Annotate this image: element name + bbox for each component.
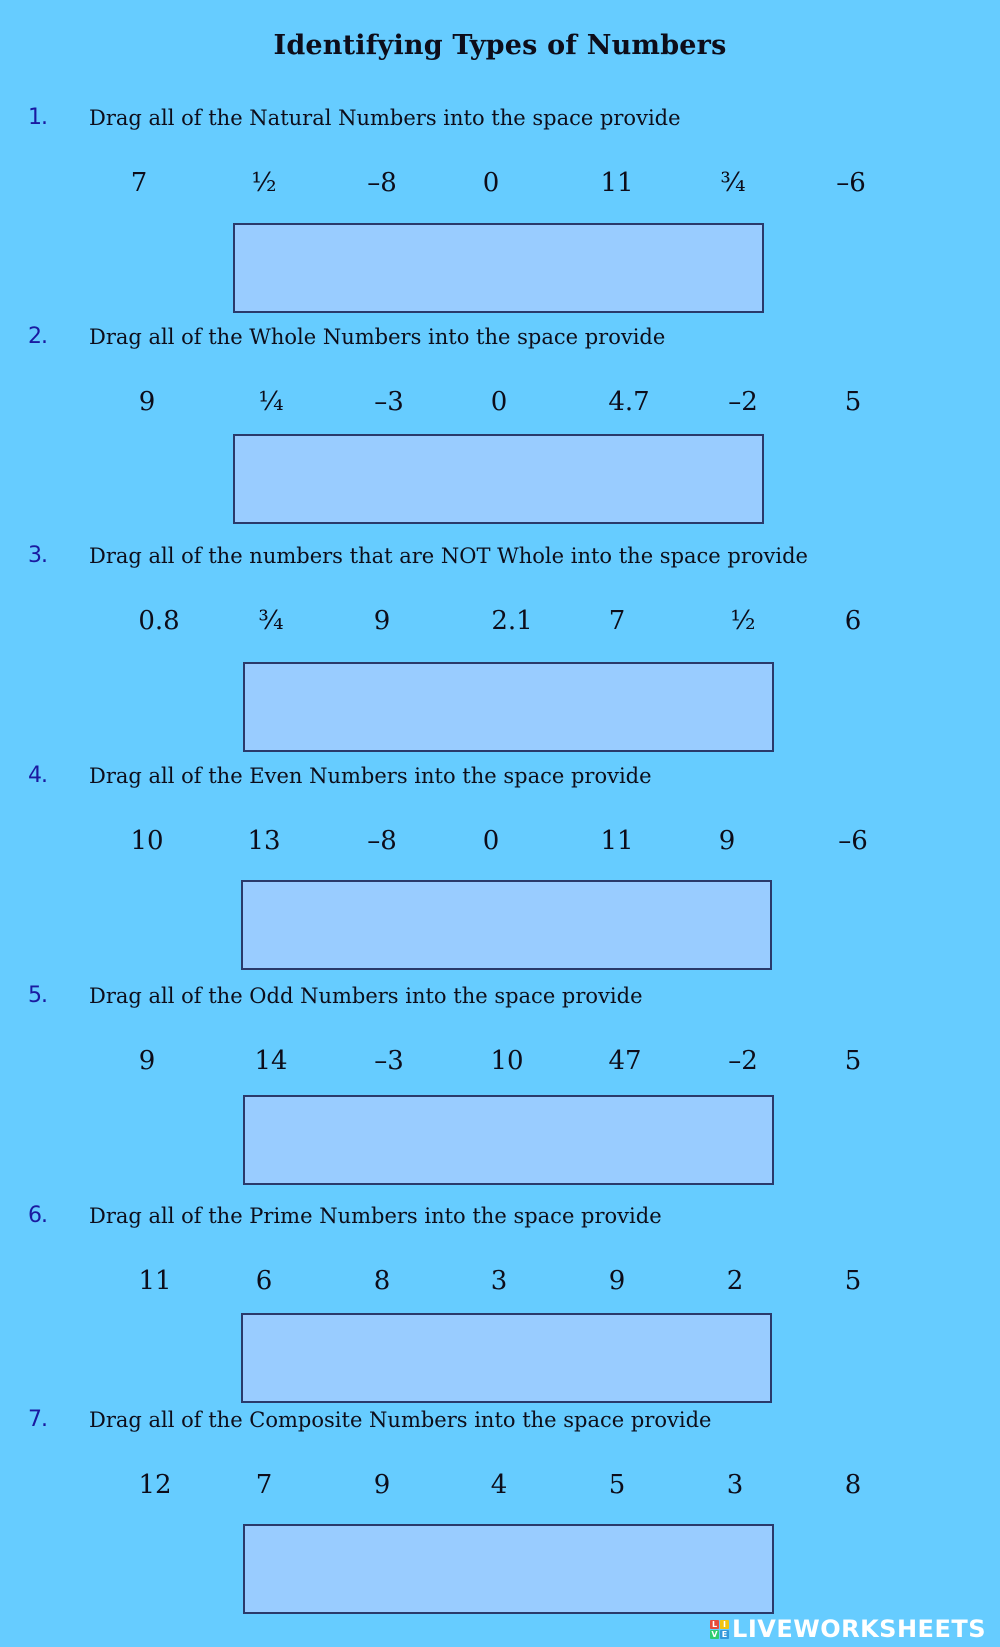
question-number: 6. [28,1203,47,1228]
draggable-number[interactable]: –3 [374,1046,404,1076]
draggable-number[interactable]: –8 [367,168,397,198]
draggable-number[interactable]: 0 [482,826,500,856]
draggable-number[interactable]: 11 [600,168,634,198]
draggable-number[interactable]: 8 [844,1470,862,1500]
draggable-number[interactable]: 5 [844,1266,862,1296]
draggable-number[interactable]: 6 [844,606,862,636]
question-text: Drag all of the Whole Numbers into the space provide [89,325,666,349]
draggable-number[interactable]: 0 [482,168,500,198]
draggable-number[interactable]: 5 [844,387,862,417]
logo-letter: V [711,1629,718,1639]
draggable-number[interactable]: 9 [138,387,156,417]
draggable-number[interactable]: 5 [608,1470,626,1500]
draggable-number[interactable]: 7 [130,168,148,198]
draggable-number[interactable]: 9 [373,1470,391,1500]
draggable-number[interactable]: 7 [255,1470,273,1500]
draggable-number[interactable]: 4 [490,1470,508,1500]
draggable-number[interactable]: 12 [138,1470,172,1500]
draggable-number[interactable]: 3 [726,1470,744,1500]
draggable-number[interactable]: ½ [251,168,277,198]
draggable-number[interactable]: ¾ [258,606,284,636]
answer-drop-zone[interactable] [243,662,774,752]
question-text: Drag all of the Odd Numbers into the space provide [89,984,643,1008]
question-text: Drag all of the Natural Numbers into the space provide [89,106,681,130]
question-number: 2. [28,324,47,349]
page-title: Identifying Types of Numbers [273,30,727,61]
draggable-number[interactable]: 3 [490,1266,508,1296]
answer-drop-zone[interactable] [241,1313,772,1403]
answer-drop-zone[interactable] [243,1095,774,1185]
draggable-number[interactable]: 2 [726,1266,744,1296]
draggable-number[interactable]: 10 [130,826,164,856]
draggable-number[interactable]: 0.8 [138,606,180,636]
question-number: 3. [28,543,47,568]
draggable-number[interactable]: 8 [373,1266,391,1296]
logo-letter: E [721,1629,728,1639]
question-text: Drag all of the numbers that are NOT Whole into the space provide [89,544,808,568]
draggable-number[interactable]: 9 [718,826,736,856]
question-text: Drag all of the Prime Numbers into the space provide [89,1204,662,1228]
question-number: 1. [28,105,47,130]
draggable-number[interactable]: 9 [138,1046,156,1076]
question-number: 7. [28,1407,47,1432]
draggable-number[interactable]: 7 [608,606,626,636]
draggable-number[interactable]: 9 [373,606,391,636]
answer-drop-zone[interactable] [241,880,772,970]
answer-drop-zone[interactable] [243,1524,774,1614]
draggable-number[interactable]: 2.1 [491,606,533,636]
draggable-number[interactable]: 11 [138,1266,172,1296]
brand-text: LIVEWORKSHEETS [732,1615,986,1643]
draggable-number[interactable]: 6 [255,1266,273,1296]
logo-letter: L [711,1619,718,1629]
draggable-number[interactable]: 5 [844,1046,862,1076]
question-number: 4. [28,763,47,788]
draggable-number[interactable]: 0 [490,387,508,417]
draggable-number[interactable]: –6 [836,168,866,198]
draggable-number[interactable]: –2 [728,387,758,417]
draggable-number[interactable]: 13 [247,826,281,856]
logo-letter: I [720,1620,729,1629]
question-text: Drag all of the Even Numbers into the space provide [89,764,652,788]
draggable-number[interactable]: –6 [838,826,868,856]
draggable-number[interactable]: 4.7 [608,387,650,417]
answer-drop-zone[interactable] [233,434,764,524]
answer-drop-zone[interactable] [233,223,764,313]
draggable-number[interactable]: –2 [728,1046,758,1076]
draggable-number[interactable]: –3 [374,387,404,417]
draggable-number[interactable]: –8 [367,826,397,856]
liveworksheets-brand [710,1615,986,1643]
liveworksheets-logo-icon [710,1620,729,1639]
question-text: Drag all of the Composite Numbers into the space provide [89,1408,712,1432]
draggable-number[interactable]: 10 [490,1046,524,1076]
draggable-number[interactable]: ¾ [720,168,746,198]
draggable-number[interactable]: ½ [730,606,756,636]
draggable-number[interactable]: 11 [600,826,634,856]
draggable-number[interactable]: 14 [254,1046,288,1076]
draggable-number[interactable]: 47 [608,1046,642,1076]
question-number: 5. [28,983,47,1008]
draggable-number[interactable]: 9 [608,1266,626,1296]
draggable-number[interactable]: ¼ [258,387,284,417]
